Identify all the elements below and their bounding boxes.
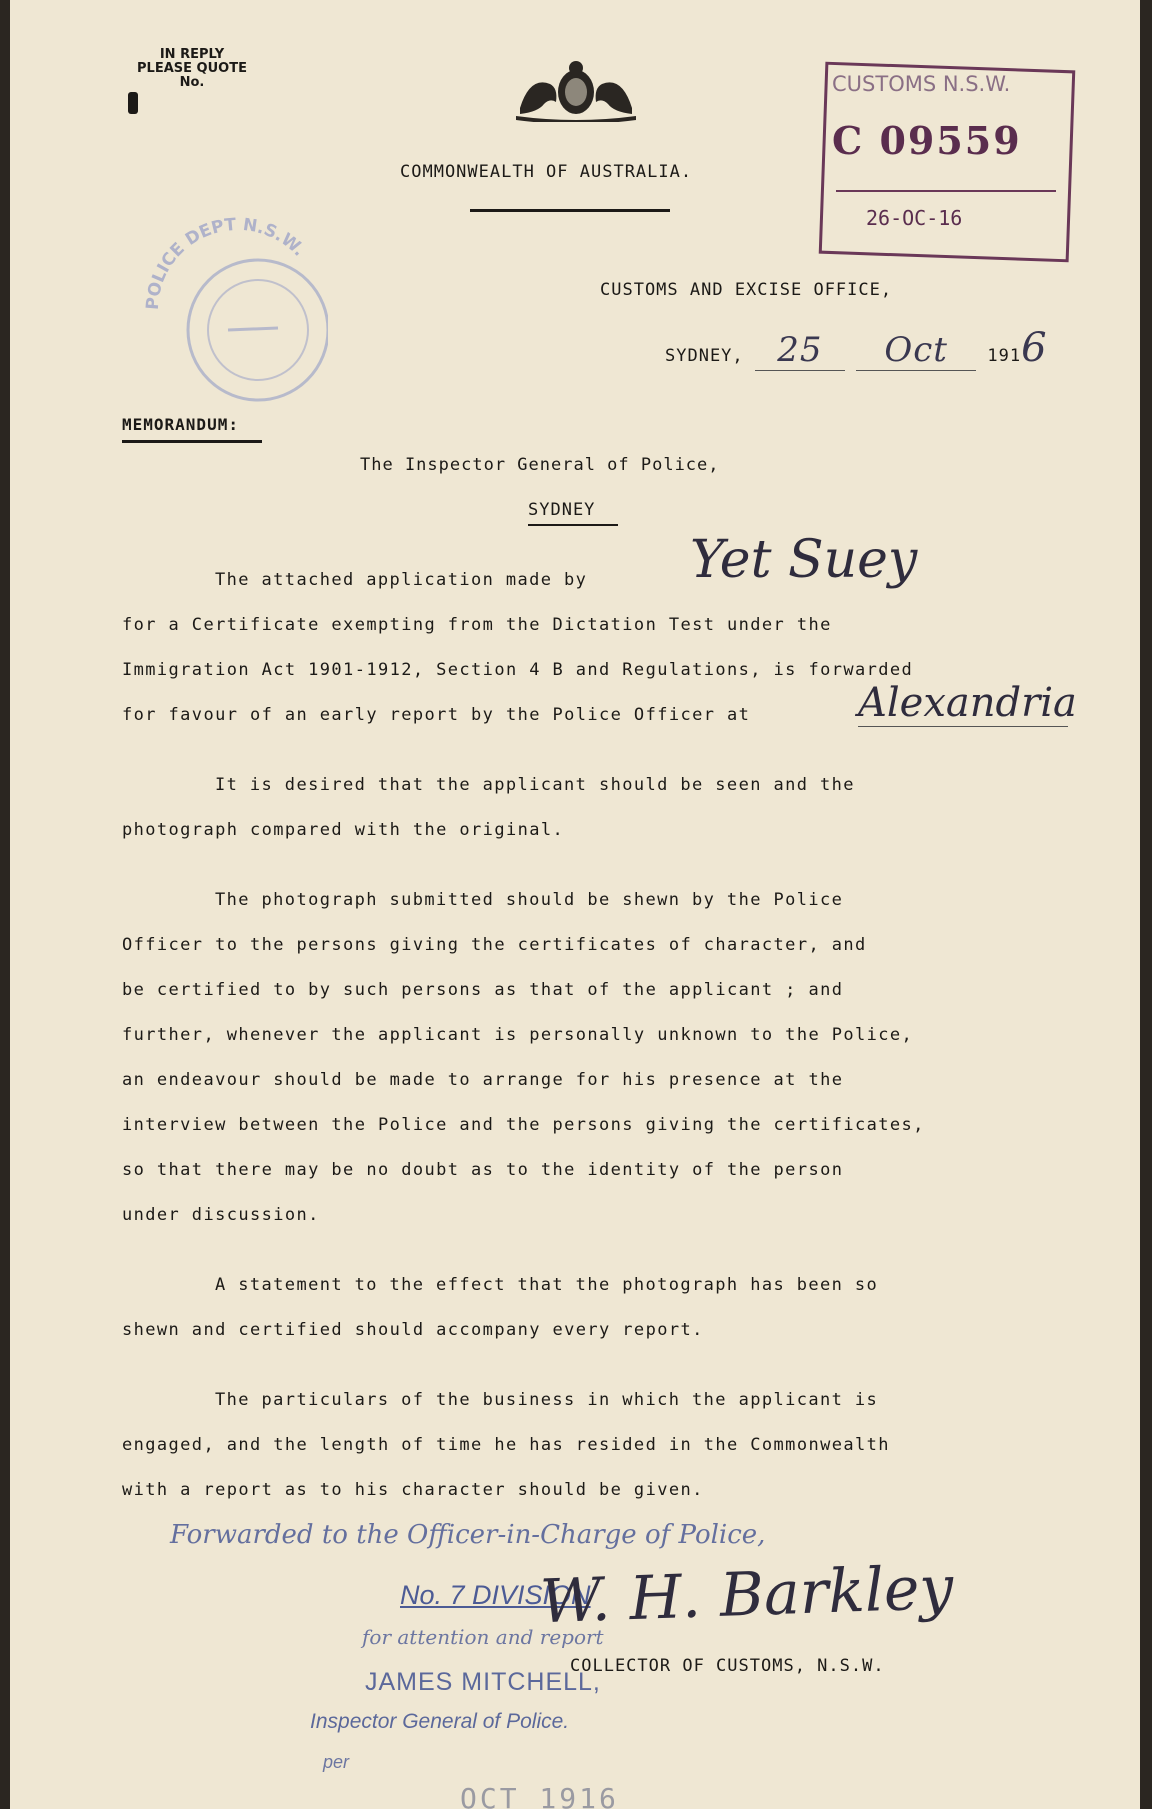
- customs-office: CUSTOMS AND EXCISE OFFICE,: [600, 280, 893, 300]
- ink-mark: [128, 92, 138, 114]
- addressee: The Inspector General of Police,: [360, 455, 720, 475]
- body-line: photograph compared with the original.: [122, 820, 565, 840]
- date-city: SYDNEY,: [665, 346, 744, 366]
- addressee-city: SYDNEY: [528, 500, 596, 520]
- addressee-city-rule: [528, 524, 618, 526]
- body-line: for a Certificate exempting from the Dictation Test under the: [122, 615, 832, 635]
- reply-notice: [122, 48, 262, 90]
- body-line: for favour of an early report by the Police Officer at: [122, 705, 751, 725]
- police-dept-stamp: [128, 190, 328, 424]
- per-label: per: [323, 1752, 350, 1772]
- division-stamp: No. 7 DIVISION: [400, 1580, 591, 1610]
- attention-note: for attention and report: [362, 1625, 604, 1649]
- body-line: further, whenever the applicant is personally unknown to the Police,: [122, 1025, 914, 1045]
- collector-title: COLLECTOR OF CUSTOMS, N.S.W.: [570, 1656, 885, 1676]
- date-day: 25: [755, 330, 845, 371]
- stamp-number: C 09559: [832, 118, 1022, 163]
- police-seal-icon: [128, 190, 328, 420]
- body-line: so that there may be no doubt as to the identity of the person: [122, 1160, 844, 1180]
- svg-text:POLICE DEPT N.S.W.: [143, 215, 309, 311]
- body-line: Officer to the persons giving the certificates of character, and: [122, 935, 867, 955]
- inspector-title: Inspector General of Police.: [310, 1710, 570, 1733]
- date-year-digit: 6: [1021, 325, 1048, 371]
- body-line: under discussion.: [122, 1205, 320, 1225]
- body-line: It is desired that the applicant should be seen and the: [215, 775, 855, 795]
- memorandum-label: MEMORANDUM:: [122, 415, 239, 434]
- body-line: interview between the Police and the persons giving the certificates,: [122, 1115, 925, 1135]
- inspector-name: JAMES MITCHELL,: [365, 1668, 601, 1696]
- date-year-prefix: 191: [987, 346, 1022, 366]
- body-line: shewn and certified should accompany every report.: [122, 1320, 704, 1340]
- bottom-date-stamp: OCT 1916: [460, 1782, 619, 1809]
- reply-line-2: PLEASE QUOTE: [137, 61, 247, 76]
- coat-of-arms-icon: [510, 58, 642, 122]
- heading-rule: [470, 209, 670, 212]
- stamp-label: CUSTOMS N.S.W.: [832, 72, 1011, 96]
- body-line: The attached application made by: [215, 570, 588, 590]
- commonwealth-heading: COMMONWEALTH OF AUSTRALIA.: [400, 162, 693, 182]
- body-line: The particulars of the business in which the applicant is: [215, 1390, 879, 1410]
- date-month: Oct: [856, 330, 976, 371]
- stamp-divider: [836, 190, 1056, 192]
- body-line: engaged, and the length of time he has resided in the Commonwealth: [122, 1435, 890, 1455]
- applicant-name: Yet Suey: [690, 530, 918, 590]
- police-location: Alexandria: [858, 680, 1077, 726]
- date-line: [665, 325, 1048, 371]
- body-line: A statement to the effect that the photograph has been so: [215, 1275, 879, 1295]
- forwarded-endorsement: Forwarded to the Officer-in-Charge of Police,: [170, 1520, 766, 1550]
- body-line: with a report as to his character should be given.: [122, 1480, 704, 1500]
- body-line: The photograph submitted should be shewn by the Police: [215, 890, 844, 910]
- stamp-date: 26-OC-16: [866, 206, 963, 230]
- body-line: Immigration Act 1901-1912, Section 4 B and Regulations, is forwarded: [122, 660, 914, 680]
- police-stamp-text: POLICE DEPT N.S.W.: [142, 214, 309, 311]
- reply-line-1: IN REPLY: [159, 47, 225, 62]
- document-page: [10, 0, 1140, 1809]
- memorandum-rule: [122, 440, 262, 443]
- body-line: be certified to by such persons as that of the applicant ; and: [122, 980, 844, 1000]
- collector-signature: W. H. Barkley: [538, 1552, 955, 1638]
- reply-line-3: No.: [179, 75, 205, 90]
- body-line: an endeavour should be made to arrange for his presence at the: [122, 1070, 844, 1090]
